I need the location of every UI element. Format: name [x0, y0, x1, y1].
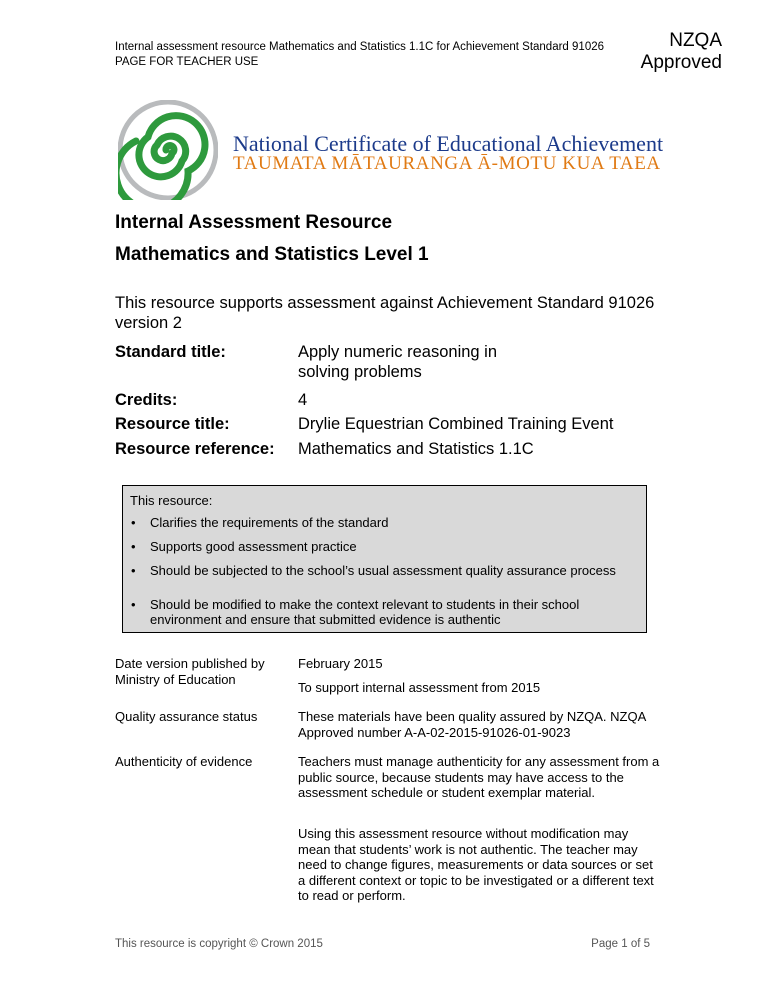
page-title: Internal Assessment Resource — [115, 212, 393, 233]
standard-title-value: Apply numeric reasoning in solving problems — [298, 343, 498, 381]
header-resource-line: Internal assessment resource Mathematics and Statistics 1.1C for Achievement Standard 91026 — [115, 41, 605, 53]
standard-title-label: Standard title: — [115, 343, 226, 361]
date-published-value: February 2015 — [298, 656, 383, 671]
authenticity-label: Authenticity of evidence — [115, 754, 253, 769]
credits-label: Credits: — [115, 391, 178, 409]
credits-value: 4 — [298, 391, 308, 409]
intro-text: This resource supports assessment against Achievement Standard 91026 version 2 — [115, 294, 655, 332]
date-published-label: Date version published by Ministry of Education — [115, 656, 265, 687]
resource-info-box — [122, 485, 647, 633]
quality-assurance-label: Quality assurance status — [115, 709, 258, 724]
page-subtitle: Mathematics and Statistics Level 1 — [115, 244, 429, 265]
resource-title-label: Resource title: — [115, 415, 230, 433]
ncea-spiral-logo-icon — [118, 100, 218, 200]
bullet-icon: • — [131, 539, 136, 554]
resource-box-title: This resource: — [130, 493, 213, 508]
bullet-text: Supports good assessment practice — [150, 539, 357, 554]
support-from-value: To support internal assessment from 2015 — [298, 680, 541, 695]
resource-reference-value: Mathematics and Statistics 1.1C — [298, 440, 534, 458]
bullet-text: Should be subjected to the school’s usual assessment quality assurance process — [150, 563, 616, 578]
bullet-icon: • — [131, 597, 136, 612]
resource-title-value: Drylie Equestrian Combined Training Event — [298, 415, 614, 433]
approved-label: Approved — [640, 52, 722, 73]
authenticity-value-2: Using this assessment resource without modification may mean that students’ work is not authentic. The teacher may need to change figures, measurements or data sources or set a different context or topic to be investigated or a different text to read or perform. — [298, 826, 654, 903]
bullet-text: Clarifies the requirements of the standard — [150, 515, 389, 530]
resource-reference-label: Resource reference: — [115, 440, 275, 458]
nzqa-approved-mark — [641, 30, 722, 74]
quality-assurance-value: These materials have been quality assured by NZQA. NZQA Approved number A-A-02-2015-91026-01-9023 — [298, 709, 646, 740]
ncea-title: National Certificate of Educational Achievement — [233, 131, 664, 156]
footer-copyright: This resource is copyright © Crown 2015 — [115, 938, 323, 950]
bullet-icon: • — [131, 515, 136, 530]
nzqa-label: NZQA — [669, 30, 722, 51]
ncea-maori-title: TAUMATA MĀTAURANGA Ā-MOTU KUA TAEA — [233, 153, 661, 174]
authenticity-value-1: Teachers must manage authenticity for any assessment from a public source, because students may have access to the assessment schedule or student exemplar material. — [298, 754, 660, 800]
header-resource-text — [115, 40, 635, 69]
footer-page-number: Page 1 of 5 — [591, 938, 650, 950]
bullet-icon: • — [131, 563, 136, 578]
bullet-text: Should be modified to make the context relevant to students in their school environment and ensure that submitted evidence is authentic — [150, 597, 580, 627]
header-teacher-use: PAGE FOR TEACHER USE — [115, 55, 259, 68]
